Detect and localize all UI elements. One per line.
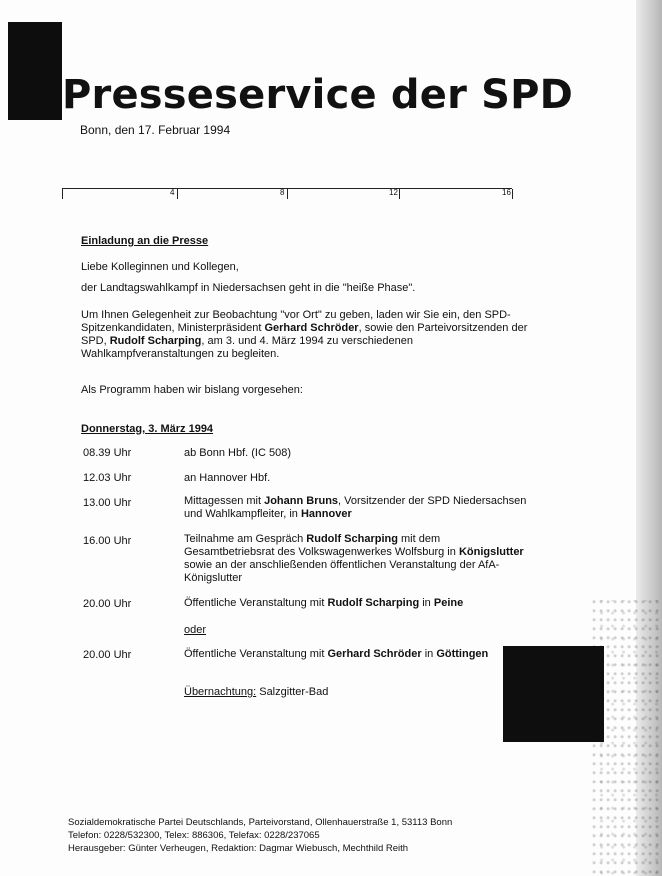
- text: und Wahlkampfleiter, in: [184, 508, 301, 520]
- ruler-tick: [62, 189, 63, 199]
- schedule-time: 13.00 Uhr: [83, 497, 132, 509]
- schedule-time: 12.03 Uhr: [83, 472, 132, 484]
- overnight-label: Übernachtung:: [184, 686, 257, 698]
- name-scharping: Rudolf Scharping: [109, 335, 202, 347]
- dateline: Bonn, den 17. Februar 1994: [80, 123, 231, 137]
- schedule-event: [184, 533, 544, 585]
- place-goettingen: Göttingen: [436, 648, 489, 660]
- text: Mittagessen mit: [184, 495, 265, 507]
- ruler-label-4: 4: [170, 188, 175, 197]
- event-line: [184, 508, 544, 521]
- schedule-event: [184, 597, 544, 610]
- greeting: Liebe Kolleginnen und Kollegen,: [81, 261, 239, 273]
- text: in: [421, 648, 437, 660]
- text: Spitzenkandidaten, Ministerpräsident: [81, 322, 265, 334]
- text: , am 3. und 4. März 1994 zu verschiedenen: [201, 335, 413, 347]
- invitation-paragraph: [81, 309, 551, 361]
- para-line: Wahlkampfveranstaltungen zu begleiten.: [81, 348, 280, 360]
- name-scharping: Rudolf Scharping: [327, 597, 420, 609]
- ruler-tick: [287, 189, 288, 199]
- place-koenigslutter: Königslutter: [458, 546, 524, 558]
- name-schroeder: Gerhard Schröder: [264, 322, 359, 334]
- place-peine: Peine: [433, 597, 464, 609]
- schedule-event: ab Bonn Hbf. (IC 508): [184, 447, 292, 459]
- ruler-label-8: 8: [280, 188, 285, 197]
- ruler-tick: [399, 189, 400, 199]
- ruler-tick: [177, 189, 178, 199]
- day-heading: Donnerstag, 3. März 1994: [81, 423, 214, 435]
- text: Teilnahme am Gespräch: [184, 533, 307, 545]
- para-line: Um Ihnen Gelegenheit zur Beobachtung "vor Ort" zu geben, laden wir Sie ein, den SPD-: [81, 309, 511, 321]
- footer-line: Herausgeber: Günter Verheugen, Redaktion: Dagmar Wiebusch, Mechthild Reith: [68, 843, 409, 854]
- program-intro: Als Programm haben wir bislang vorgesehen:: [81, 384, 303, 396]
- text: , sowie den Parteivorsitzenden der: [358, 322, 528, 334]
- para-line: [81, 335, 551, 348]
- name-scharping: Rudolf Scharping: [306, 533, 398, 545]
- ruler-label-12: 12: [389, 188, 398, 197]
- text: , Vorsitzender der SPD Niedersachsen: [338, 495, 527, 507]
- intro-line: der Landtagswahlkampf in Niedersachsen geht in die "heiße Phase".: [81, 282, 416, 294]
- schedule-time: 20.00 Uhr: [83, 598, 132, 610]
- masthead-title: Presseservice der SPD: [62, 72, 574, 118]
- event-line: [184, 546, 544, 559]
- schedule-event: [184, 648, 544, 661]
- schedule-event: an Hannover Hbf.: [184, 472, 271, 484]
- place-hannover: Hannover: [300, 508, 352, 520]
- name-schroeder: Gerhard Schröder: [327, 648, 422, 660]
- para-line: [81, 322, 551, 335]
- text: Öffentliche Veranstaltung mit: [184, 597, 328, 609]
- schedule-time: 08.39 Uhr: [83, 447, 132, 459]
- overnight-value: Salzgitter-Bad: [256, 686, 329, 698]
- text: Öffentliche Veranstaltung mit: [184, 648, 328, 660]
- name-bruns: Johann Bruns: [264, 495, 339, 507]
- text: in: [419, 597, 434, 609]
- ruler-tick: [512, 189, 513, 199]
- or-label: oder: [184, 624, 207, 636]
- registration-mark-top-left: [8, 22, 62, 120]
- text: Gesamtbetriebsrat des Volkswagenwerkes Wolfsburg in: [184, 546, 459, 558]
- schedule-event: [184, 495, 544, 521]
- ruler-label-16: 16: [502, 188, 511, 197]
- event-line: Königslutter: [184, 572, 243, 584]
- overnight-line: [184, 686, 328, 699]
- tab-ruler: [62, 188, 512, 201]
- event-line: [184, 533, 544, 546]
- text: SPD,: [81, 335, 110, 347]
- footer-line: Telefon: 0228/532300, Telex: 886306, Telefax: 0228/237065: [68, 830, 320, 841]
- event-line: sowie an der anschließenden öffentlichen Veranstaltung der AfA-: [184, 559, 500, 571]
- section-heading: Einladung an die Presse: [81, 235, 209, 247]
- schedule-time: 20.00 Uhr: [83, 649, 132, 661]
- schedule-time: 16.00 Uhr: [83, 535, 132, 547]
- text: mit dem: [397, 533, 441, 545]
- event-line: [184, 495, 544, 508]
- footer-line: Sozialdemokratische Partei Deutschlands, Parteivorstand, Ollenhauerstraße 1, 53113 Bonn: [68, 817, 453, 828]
